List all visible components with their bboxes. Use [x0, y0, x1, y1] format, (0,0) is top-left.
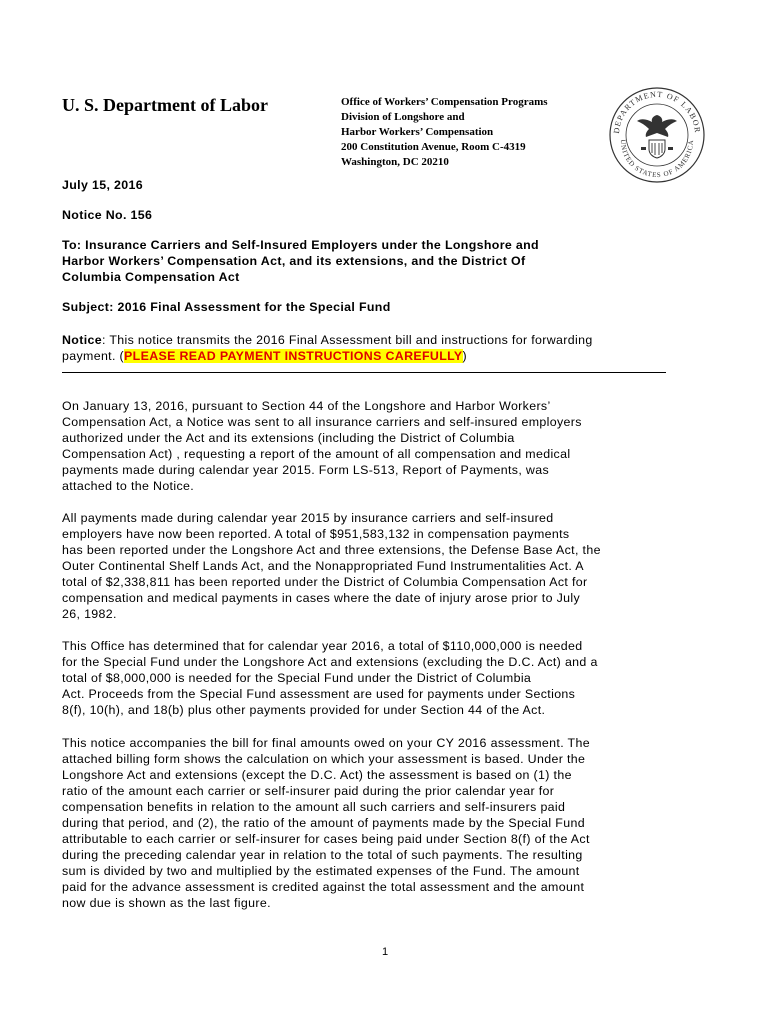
- department-seal-icon: [607, 85, 707, 185]
- body-paragraph: [62, 398, 687, 494]
- section-divider: [62, 372, 666, 373]
- paragraph-line: for the Special Fund under the Longshore Act and extensions (excluding the D.C. Act) and a: [62, 655, 598, 669]
- agency-name: U. S. Department of Labor: [62, 95, 268, 115]
- paragraph-line: has been reported under the Longshore Act and three extensions, the Defense Base Act, the: [62, 543, 601, 557]
- subject-line: Subject: 2016 Final Assessment for the Special Fund: [62, 300, 391, 314]
- paragraph-line: attached billing form shows the calculation on which your assessment is based. Under the: [62, 752, 586, 766]
- paragraph-line: 26, 1982.: [62, 607, 117, 621]
- paragraph-line: compensation and medical payments in cases where the date of injury arose prior to July: [62, 591, 581, 605]
- body-paragraph: [62, 735, 687, 911]
- addressee-block: [62, 237, 687, 285]
- body-paragraph: [62, 510, 687, 622]
- paragraph-line: On January 13, 2016, pursuant to Section 44 of the Longshore and Harbor Workers’: [62, 399, 551, 413]
- paragraph-line: Compensation Act) , requesting a report of the amount of all compensation and medical: [62, 447, 571, 461]
- svg-text:UNITED STATES OF AMERICA: UNITED STATES OF AMERICA: [618, 139, 696, 180]
- paragraph-line: total of $8,000,000 is needed for the Special Fund under the District of Columbia: [62, 671, 532, 685]
- addressee-line: Harbor Workers’ Compensation Act, and its extensions, and the District Of: [62, 254, 526, 268]
- paragraph-line: Outer Continental Shelf Lands Act, and the Nonappropriated Fund Instrumentalities Act. A: [62, 559, 584, 573]
- paragraph-line: 8(f), 10(h), and 18(b) plus other payments provided for under Section 44 of the Act.: [62, 703, 546, 717]
- office-address-block: [341, 95, 548, 170]
- office-line: Harbor Workers’ Compensation: [341, 126, 494, 138]
- paragraph-line: This notice accompanies the bill for final amounts owed on your CY 2016 assessment. The: [62, 736, 590, 750]
- paragraph-line: total of $2,338,811 has been reported under the District of Columbia Compensation Act for: [62, 575, 588, 589]
- paragraph-line: during that period, and (2), the ratio of the amount of payments made by the Special Fund: [62, 816, 585, 830]
- paragraph-line: attributable to each carrier or self-insurer for cases being paid under Section 8(f) of the Act: [62, 832, 590, 846]
- paragraph-line: compensation benefits in relation to the amount all such carriers and self-insurers paid: [62, 800, 566, 814]
- paragraph-line: Act. Proceeds from the Special Fund assessment are used for payments under Sections: [62, 687, 576, 701]
- page-number: 1: [381, 946, 389, 958]
- notice-number: Notice No. 156: [62, 208, 153, 222]
- office-line: Division of Longshore and: [341, 111, 465, 123]
- office-line: Washington, DC 20210: [341, 156, 449, 168]
- paragraph-line: Longshore Act and extensions (except the D.C. Act) the assessment is based on (1) the: [62, 768, 572, 782]
- paragraph-line: payments made during calendar year 2015. Form LS-513, Report of Payments, was: [62, 463, 550, 477]
- paragraph-line: now due is shown as the last figure.: [62, 896, 271, 910]
- paragraph-line: authorized under the Act and its extensions (including the District of Columbia: [62, 431, 515, 445]
- addressee-line: Columbia Compensation Act: [62, 270, 240, 284]
- notice-text: ): [462, 349, 468, 363]
- notice-line: [62, 348, 687, 364]
- paragraph-line: paid for the advance assessment is credited against the total assessment and the amount: [62, 880, 585, 894]
- office-line: Office of Workers’ Compensation Programs: [341, 96, 548, 108]
- body-paragraph: [62, 638, 687, 718]
- paragraph-line: This Office has determined that for calendar year 2016, a total of $110,000,000 is needed: [62, 639, 583, 653]
- notice-paragraph: [62, 332, 687, 364]
- notice-text: payment. (: [62, 349, 125, 363]
- payment-instructions-highlight: PLEASE READ PAYMENT INSTRUCTIONS CAREFULLY: [124, 349, 463, 363]
- letter-date: July 15, 2016: [62, 178, 144, 192]
- paragraph-line: ratio of the amount each carrier or self-insurer paid during the prior calendar year for: [62, 784, 555, 798]
- paragraph-line: sum is divided by two and multiplied by the estimated expenses of the Fund. The amount: [62, 864, 580, 878]
- paragraph-line: Compensation Act, a Notice was sent to all insurance carriers and self-insured employers: [62, 415, 582, 429]
- addressee-line: To: Insurance Carriers and Self-Insured Employers under the Longshore and: [62, 238, 539, 252]
- paragraph-line: employers have now been reported. A total of $951,583,132 in compensation payments: [62, 527, 570, 541]
- notice-line: [62, 332, 687, 348]
- office-line: 200 Constitution Avenue, Room C-4319: [341, 141, 526, 153]
- paragraph-line: during the preceding calendar year in relation to the total of such payments. The resulting: [62, 848, 583, 862]
- paragraph-line: attached to the Notice.: [62, 479, 195, 493]
- notice-label: Notice: [62, 333, 102, 347]
- svg-text:DEPARTMENT OF LABOR: DEPARTMENT OF LABOR: [611, 89, 703, 135]
- paragraph-line: All payments made during calendar year 2015 by insurance carriers and self-insured: [62, 511, 554, 525]
- notice-text: : This notice transmits the 2016 Final Assessment bill and instructions for forwarding: [101, 333, 593, 347]
